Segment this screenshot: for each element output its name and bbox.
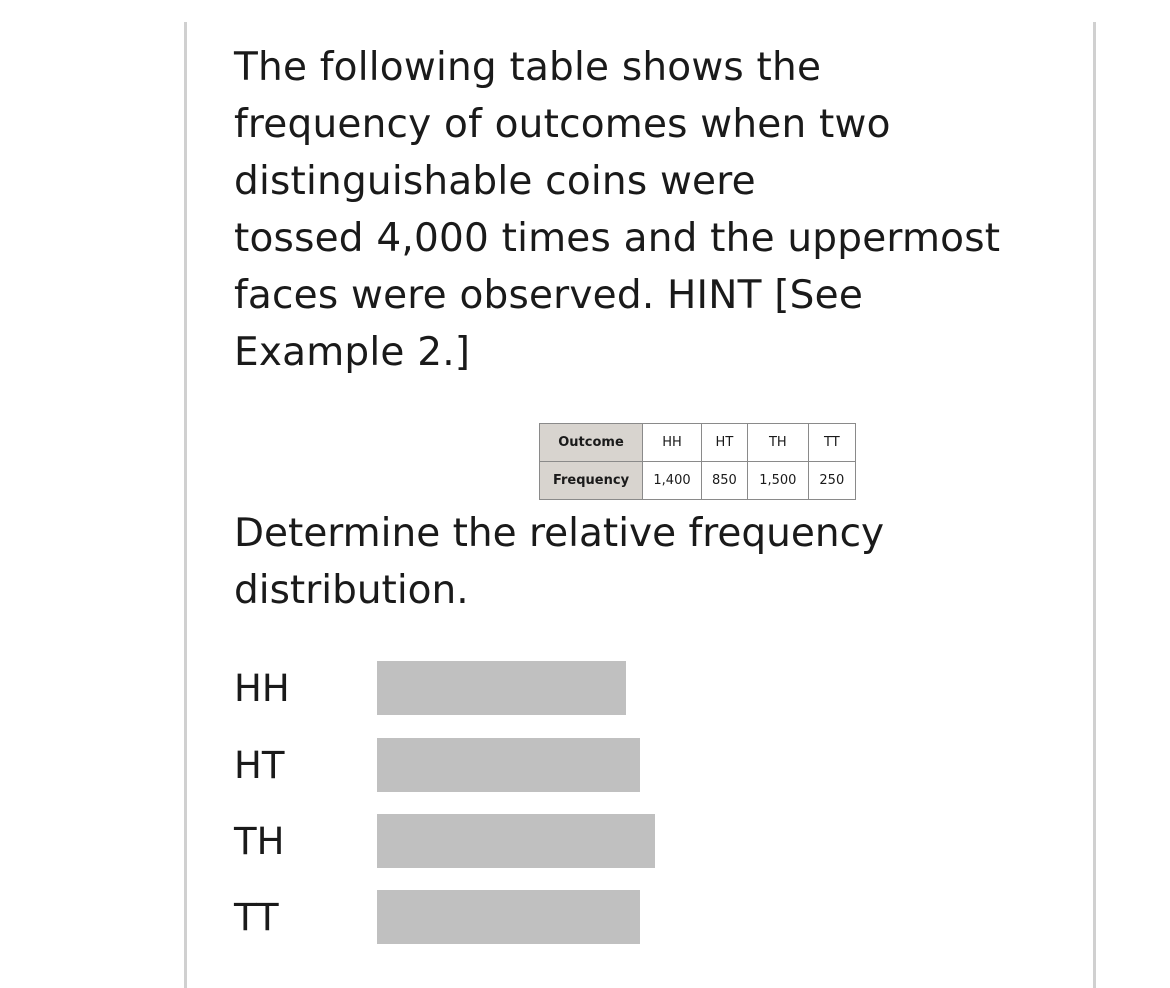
outcome-cell: TH xyxy=(747,424,808,462)
question-line: The following table shows the xyxy=(234,45,822,90)
answer-label-tt: TT xyxy=(234,896,279,939)
prompt-text xyxy=(234,505,884,619)
outcome-cell: HH xyxy=(643,424,702,462)
outcome-row xyxy=(540,424,856,462)
frequency-cell: 1,500 xyxy=(747,462,808,500)
frequency-row xyxy=(540,462,856,500)
question-line: distinguishable coins were xyxy=(234,159,756,204)
outcome-cell: TT xyxy=(808,424,855,462)
outcome-header: Outcome xyxy=(540,424,643,462)
answer-label-th: TH xyxy=(234,820,285,863)
left-border xyxy=(184,22,187,988)
answer-label-hh: HH xyxy=(234,667,290,710)
prompt-line: distribution. xyxy=(234,568,469,613)
frequency-cell: 850 xyxy=(702,462,748,500)
frequency-header: Frequency xyxy=(540,462,643,500)
question-line: faces were observed. HINT [See xyxy=(234,273,864,318)
question-text xyxy=(234,39,1064,381)
answer-input-hh[interactable] xyxy=(377,661,626,715)
question-line: frequency of outcomes when two xyxy=(234,102,891,147)
question-line: Example 2.] xyxy=(234,330,471,375)
frequency-cell: 1,400 xyxy=(643,462,702,500)
answer-input-th[interactable] xyxy=(377,814,655,868)
answer-input-ht[interactable] xyxy=(377,738,640,792)
answer-label-ht: HT xyxy=(234,744,285,787)
prompt-line: Determine the relative frequency xyxy=(234,511,885,556)
outcome-cell: HT xyxy=(702,424,748,462)
right-border xyxy=(1093,22,1096,988)
frequency-cell: 250 xyxy=(808,462,855,500)
answer-input-tt[interactable] xyxy=(377,890,640,944)
question-line: tossed 4,000 times and the uppermost xyxy=(234,216,1001,261)
frequency-table xyxy=(539,423,856,500)
